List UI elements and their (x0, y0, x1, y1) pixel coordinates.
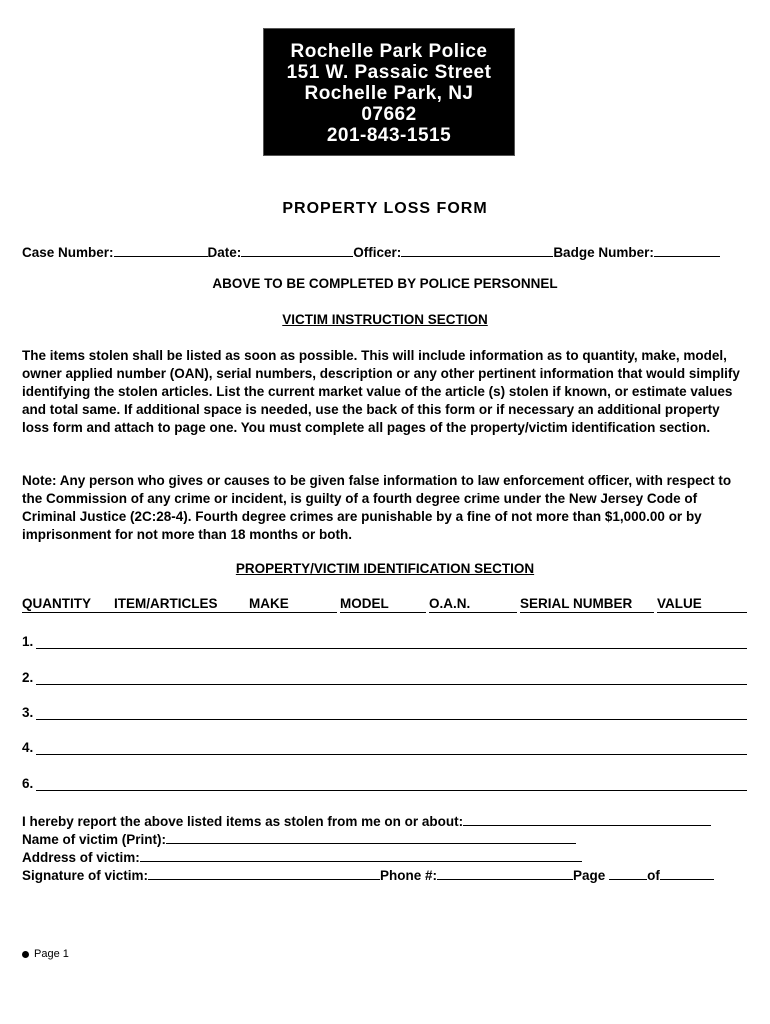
phone-field[interactable] (437, 866, 573, 880)
department-street: 151 W. Passaic Street (286, 62, 492, 83)
department-phone: 201-843-1515 (326, 125, 452, 146)
item-number: 4. (22, 740, 34, 755)
department-name: Rochelle Park Police (290, 41, 488, 62)
column-oan: O.A.N. (429, 596, 517, 613)
item-number: 3. (22, 705, 34, 720)
victim-address-label: Address of victim: (22, 850, 140, 865)
badge-number-field[interactable] (654, 243, 720, 257)
item-row[interactable] (22, 776, 747, 792)
officer-field[interactable] (401, 243, 553, 257)
case-number-field[interactable] (114, 243, 208, 257)
badge-number-label: Badge Number: (553, 245, 654, 260)
item-number: 6. (22, 776, 34, 791)
of-label: of (647, 868, 660, 883)
victim-signature-row (22, 866, 714, 883)
column-model: MODEL (340, 596, 426, 613)
victim-instruction-heading: VICTIM INSTRUCTION SECTION (282, 312, 488, 327)
victim-name-row (22, 830, 576, 847)
theft-date-statement (22, 812, 711, 829)
case-info-row (22, 243, 747, 260)
department-zip: 07662 (361, 104, 417, 125)
column-item-articles: ITEM/ARTICLES (112, 596, 249, 613)
theft-statement-label: I hereby report the above listed items as stolen from me on or about: (22, 814, 464, 829)
victim-name-field[interactable] (166, 830, 576, 844)
item-number: 1. (22, 634, 34, 649)
bullet-icon (22, 951, 29, 958)
column-quantity: QUANTITY (22, 596, 112, 613)
victim-address-row (22, 848, 582, 865)
form-title: PROPERTY LOSS FORM (282, 200, 488, 217)
page-footer (22, 948, 69, 960)
legal-note-paragraph: Note: Any person who gives or causes to be given false information to law enforcement officer, with respect to the Commission of any crime or incident, is guilty of a fourth degree crime under the New Jersey Code of Criminal Justice (2C:28-4). Fourth degree crimes are punishable by a fine of not more than $1,000.00 or by imprisonment for not more than 18 months or both. (22, 473, 732, 542)
page-label: Page (573, 868, 606, 883)
item-row[interactable] (22, 740, 747, 756)
victim-address-field[interactable] (140, 848, 582, 862)
page-number-field[interactable] (609, 866, 647, 880)
instructions-paragraph: The items stolen shall be listed as soon as possible. This will include information as to quantity, make, model, owner applied number (OAN), serial numbers, description or any other pertinent information that would simplify identifying the stolen articles. List the current market value of the article (s) stolen if known, or estimate values and total same. If additional space is needed, use the back of this form or if necessary an additional property loss form and attach to page one. You must complete all pages of the property/victim identification section. (22, 348, 740, 435)
column-make: MAKE (249, 596, 337, 613)
column-value: VALUE (657, 596, 747, 613)
page-total-field[interactable] (660, 866, 714, 880)
victim-name-label: Name of victim (Print): (22, 832, 167, 847)
item-table-header (22, 596, 747, 614)
item-row[interactable] (22, 705, 747, 721)
item-row[interactable] (22, 670, 747, 686)
phone-label: Phone #: (380, 868, 438, 883)
case-number-label: Case Number: (22, 245, 114, 260)
item-number: 2. (22, 670, 34, 685)
theft-date-field[interactable] (463, 812, 711, 826)
date-field[interactable] (241, 243, 353, 257)
department-city: Rochelle Park, NJ (304, 83, 474, 104)
item-row[interactable] (22, 634, 747, 650)
identification-heading: PROPERTY/VICTIM IDENTIFICATION SECTION (235, 561, 535, 576)
officer-label: Officer: (353, 245, 402, 260)
column-serial-number: SERIAL NUMBER (520, 596, 654, 613)
police-personnel-note: ABOVE TO BE COMPLETED BY POLICE PERSONNEL (212, 276, 558, 291)
department-header (263, 28, 515, 156)
victim-signature-label: Signature of victim: (22, 868, 149, 883)
victim-signature-field[interactable] (148, 866, 380, 880)
footer-page-number: Page 1 (34, 948, 69, 960)
date-label: Date: (207, 245, 242, 260)
